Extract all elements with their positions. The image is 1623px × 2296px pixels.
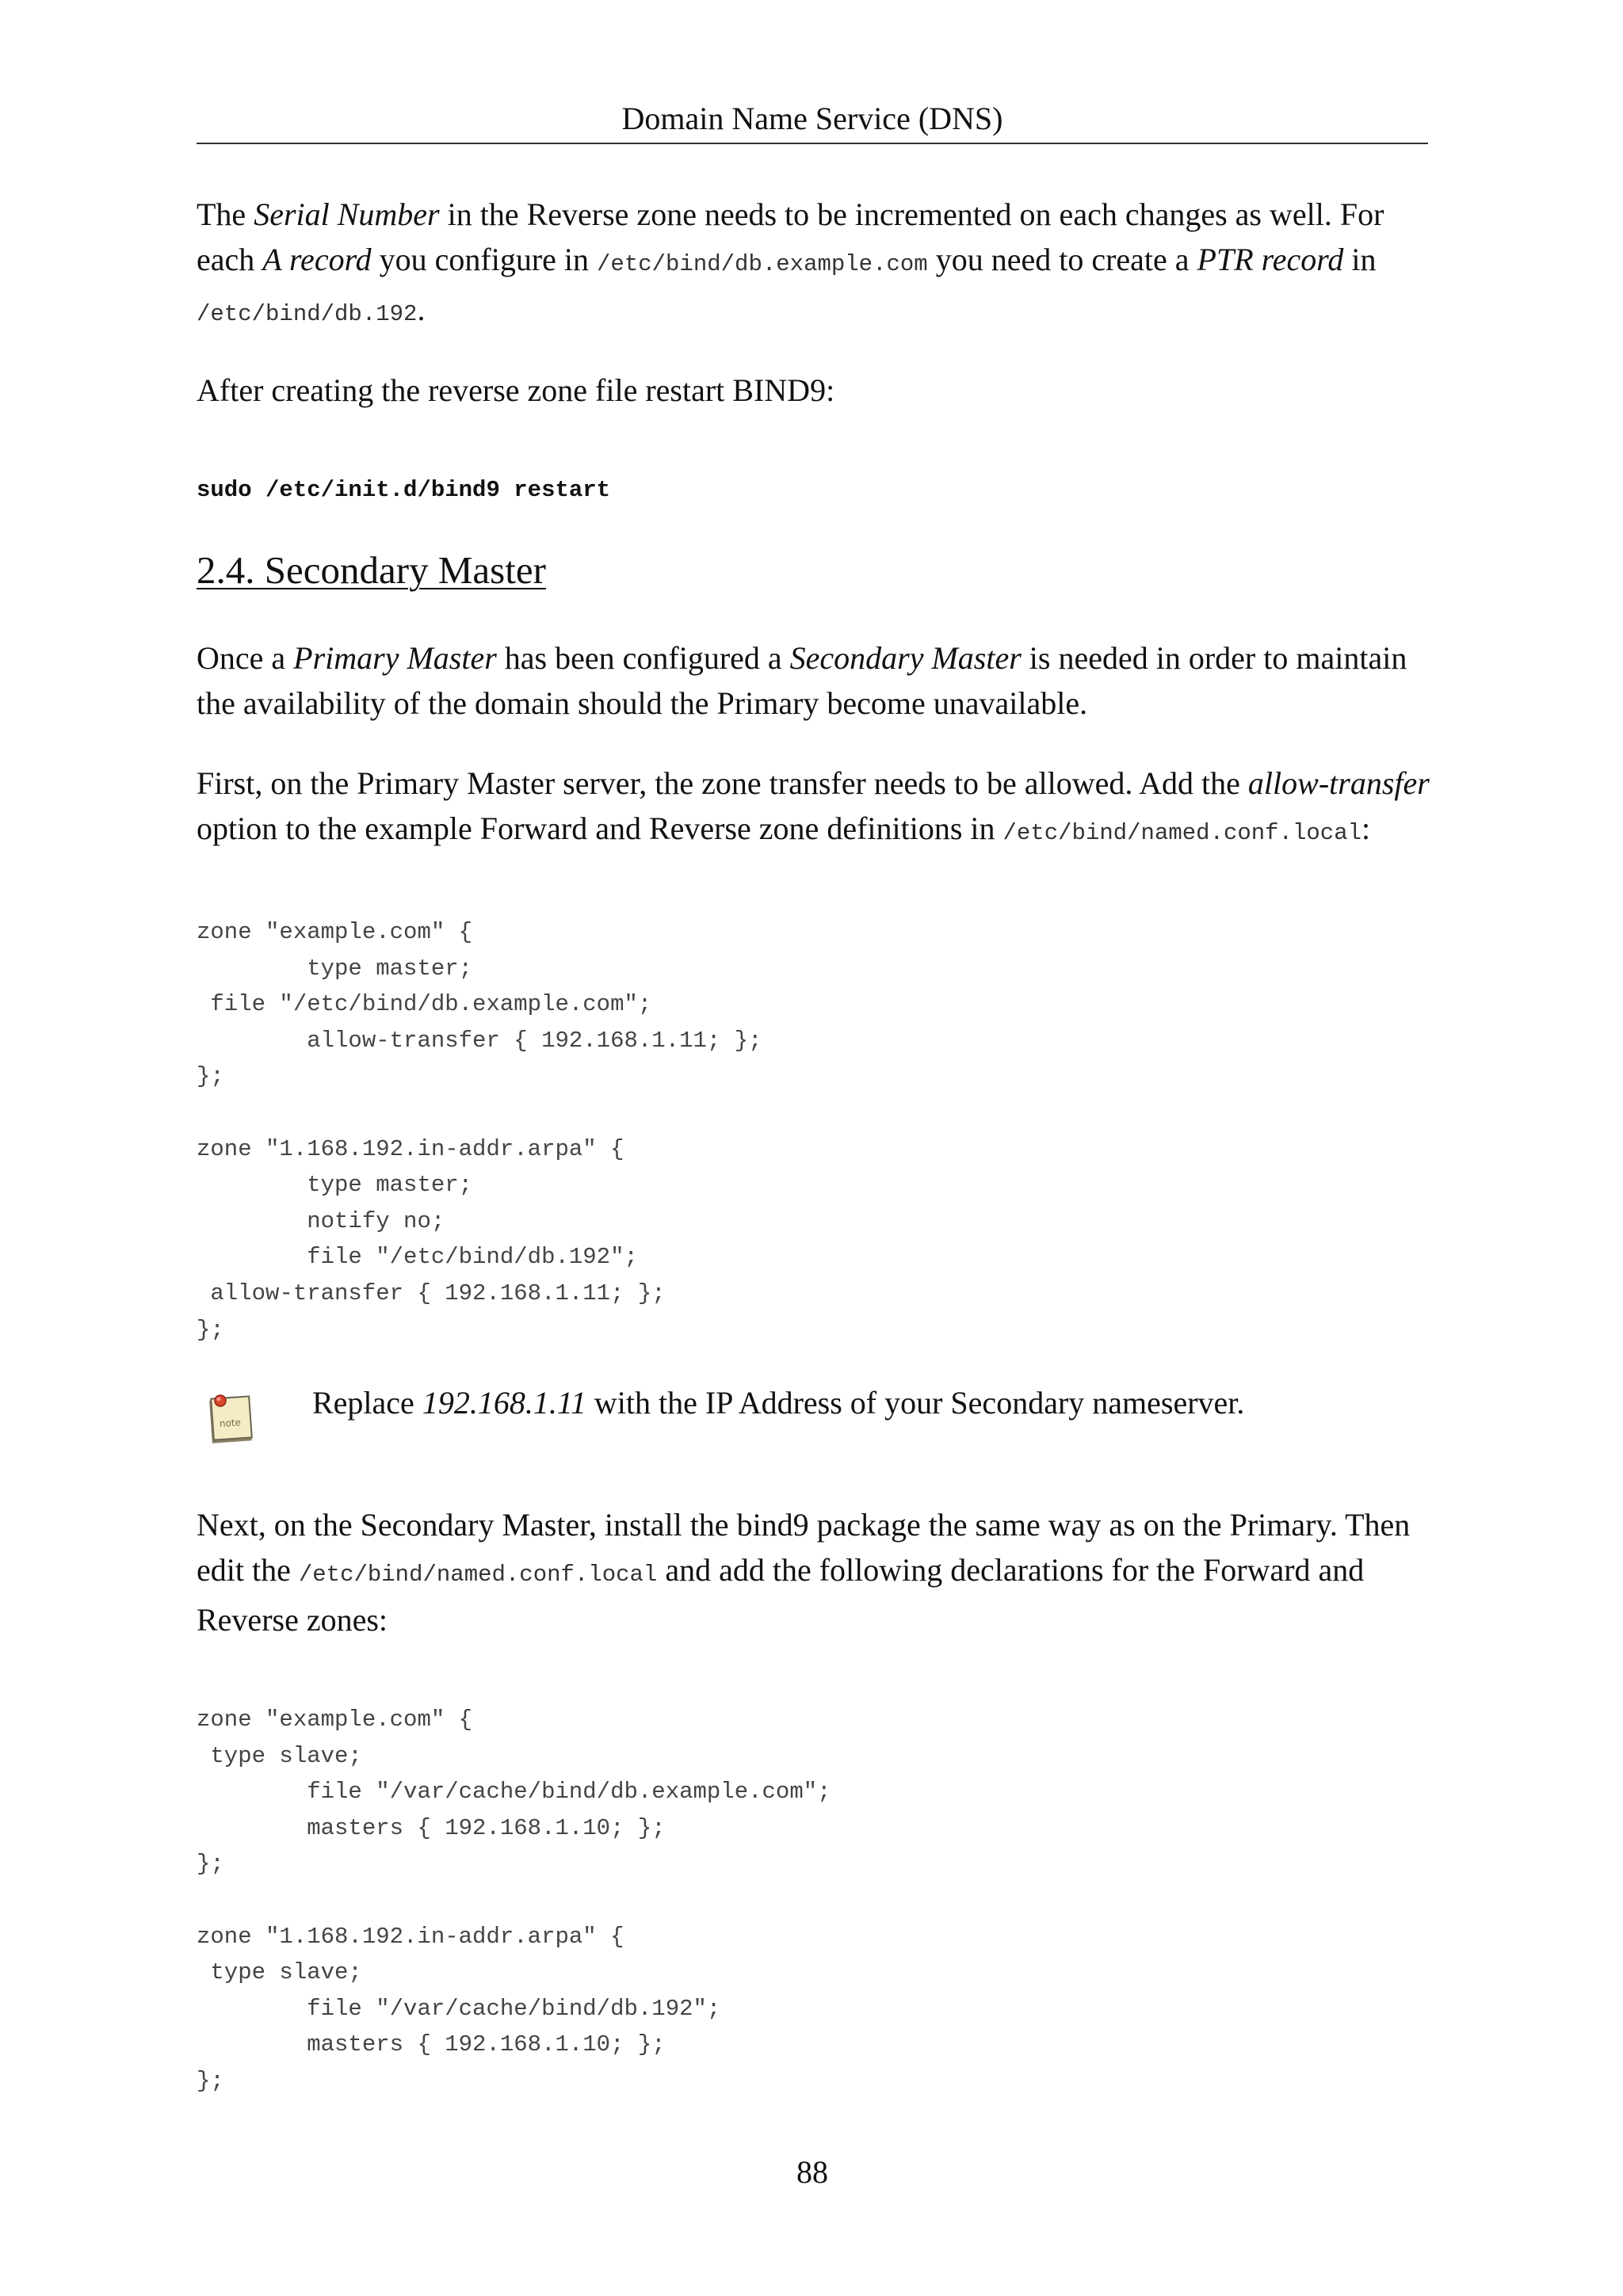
code-line: file "/etc/bind/db.example.com";: [197, 991, 652, 1018]
header-rule: [197, 143, 1428, 144]
path-named-conf-local: /etc/bind/named.conf.local: [1002, 820, 1362, 846]
emphasis-secondary-master: Secondary Master: [789, 640, 1022, 676]
section-heading: 2.4. Secondary Master: [197, 548, 546, 592]
code-line: masters { 192.168.1.10; };: [197, 1814, 666, 1841]
code-line: zone "1.168.192.in-addr.arpa" {: [197, 1135, 624, 1162]
code-line: zone "example.com" {: [197, 1707, 473, 1733]
running-header: Domain Name Service (DNS): [621, 101, 1003, 136]
code-line: allow-transfer { 192.168.1.11; };: [197, 1280, 666, 1306]
page-number: 88: [796, 2154, 828, 2190]
restart-command: sudo /etc/init.d/bind9 restart: [197, 477, 611, 503]
path-db-192: /etc/bind/db.192: [197, 301, 418, 327]
text-run: with the IP Address of your Secondary nameserver.: [586, 1385, 1245, 1421]
paragraph-restart-intro: After creating the reverse zone file restart BIND9:: [197, 372, 835, 408]
code-line: [197, 1095, 762, 1131]
text-run: in the Reverse zone needs to be incremented on each changes as well. For each: [197, 196, 1384, 277]
emphasis-a-record: A record: [262, 242, 372, 277]
code-line: };: [197, 1063, 224, 1090]
code-line: };: [197, 1851, 224, 1878]
code-line: file "/var/cache/bind/db.192";: [197, 1995, 721, 2022]
text-run: is needed in order to maintain the availability of the domain should the Primary become unavailable.: [197, 640, 1407, 721]
emphasis-serial-number: Serial Number: [254, 196, 440, 232]
text-run: has been configured a: [496, 640, 790, 676]
emphasis-primary-master: Primary Master: [293, 640, 497, 676]
code-line: zone "example.com" {: [197, 919, 473, 945]
code-line: type master;: [197, 955, 473, 982]
code-line: type slave;: [197, 1742, 362, 1769]
code-line: type slave;: [197, 1959, 362, 1986]
code-line: };: [197, 2067, 224, 2094]
paragraph-allow-transfer: [197, 761, 1433, 856]
code-block-secondary-zones: [197, 1702, 831, 2100]
text-run: .: [417, 292, 426, 327]
code-line: zone "1.168.192.in-addr.arpa" {: [197, 1923, 624, 1950]
path-db-example-com: /etc/bind/db.example.com: [597, 251, 928, 277]
code-line: type master;: [197, 1172, 473, 1199]
code-block-primary-zones: [197, 914, 762, 1348]
path-named-conf-local: /etc/bind/named.conf.local: [298, 1562, 658, 1588]
text-run: The: [197, 196, 254, 232]
code-line: notify no;: [197, 1207, 445, 1234]
note-icon: [208, 1393, 255, 1445]
code-line: file "/var/cache/bind/db.example.com";: [197, 1779, 831, 1806]
text-run: and add the following declarations for the Forward and Reverse zones:: [197, 1552, 1365, 1638]
paragraph-serial-number: [197, 192, 1433, 337]
code-line: file "/etc/bind/db.192";: [197, 1244, 638, 1271]
text-run: you need to create a: [927, 242, 1197, 277]
code-line: allow-transfer { 192.168.1.11; };: [197, 1027, 762, 1054]
code-line: };: [197, 1316, 224, 1343]
emphasis-allow-transfer: allow-transfer: [1247, 765, 1430, 801]
emphasis-ip-address: 192.168.1.11: [422, 1385, 586, 1421]
text-run: option to the example Forward and Reverse zone definitions in: [197, 810, 1003, 846]
text-run: First, on the Primary Master server, the zone transfer needs to be allowed. Add the: [197, 765, 1248, 801]
note-icon-label: note: [219, 1417, 242, 1430]
emphasis-ptr-record: PTR record: [1197, 242, 1344, 277]
code-line: masters { 192.168.1.10; };: [197, 2031, 666, 2058]
text-run: Next, on the Secondary Master, install the bind9 package the same way as on the Primary. Then edit the: [197, 1507, 1411, 1588]
text-run: :: [1361, 810, 1371, 846]
paragraph-secondary-intro: [197, 635, 1433, 726]
text-run: you configure in: [371, 242, 598, 277]
code-line: [197, 1882, 831, 1919]
text-run: in: [1343, 242, 1377, 277]
note-text: [312, 1380, 1422, 1425]
paragraph-secondary-setup: [197, 1502, 1433, 1642]
text-run: Once a: [197, 640, 294, 676]
text-run: Replace: [312, 1385, 422, 1421]
